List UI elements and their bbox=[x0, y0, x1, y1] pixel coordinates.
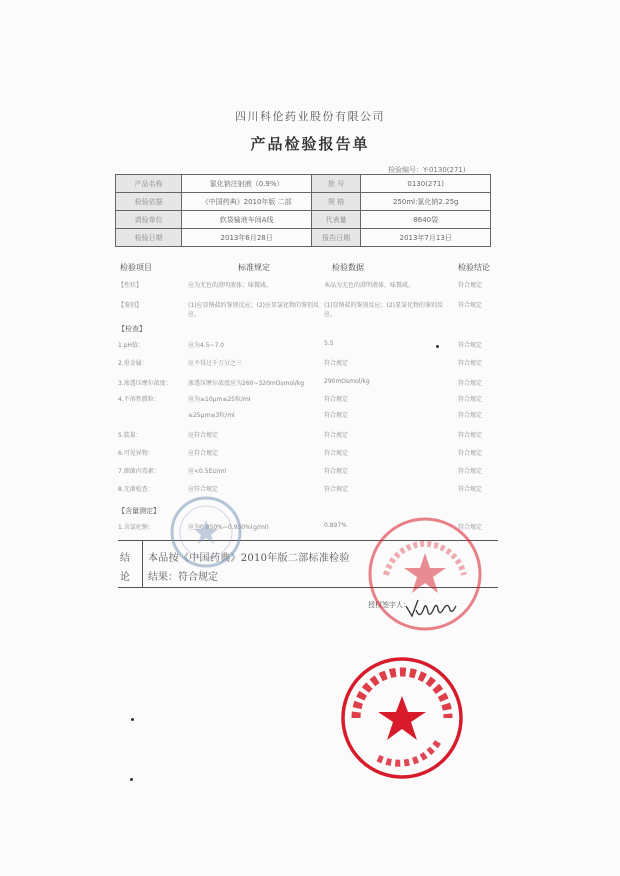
conclusion-label-1: 结 bbox=[120, 553, 130, 564]
test-result: 符合规定 bbox=[458, 282, 483, 289]
info-label: 请验单位 bbox=[116, 211, 182, 229]
test-item: 【鉴别】 bbox=[118, 302, 143, 309]
test-standard: 应为0.850%~0.950%(g/ml) bbox=[188, 524, 269, 531]
report-title: 产品检验报告单 bbox=[250, 135, 370, 153]
pharmacy-stamp-bottom bbox=[338, 654, 466, 782]
test-standard: 应为无色的澄明液体；味微咸。 bbox=[188, 282, 273, 289]
test-row bbox=[118, 448, 498, 468]
test-item: 2.重金属： bbox=[118, 360, 148, 367]
column-header-standard: 标准规定 bbox=[238, 263, 270, 272]
test-item: 1.含氯化钠： bbox=[118, 524, 154, 531]
section-check: 【检查】 bbox=[118, 325, 146, 333]
test-standard: 应<0.5EU/ml bbox=[188, 468, 227, 475]
speck bbox=[130, 778, 133, 781]
test-standard: 应符合规定 bbox=[188, 432, 219, 439]
approver-label: 授权签字人： bbox=[368, 601, 410, 609]
info-label: 规 格 bbox=[311, 193, 361, 211]
test-standard: 应为4.5~7.0 bbox=[188, 342, 225, 349]
test-row bbox=[118, 358, 498, 378]
inspection-stamp-left bbox=[168, 494, 244, 570]
test-item: 4.不溶性微粒： bbox=[118, 396, 160, 403]
column-header-conclusion: 检验结论 bbox=[458, 263, 490, 272]
report-number: 检验编号：Y-0130(271) bbox=[388, 166, 466, 174]
company-stamp-right bbox=[366, 515, 484, 633]
test-data: 符合规定 bbox=[324, 360, 349, 367]
product-info-table bbox=[115, 174, 491, 247]
company-name: 四川科伦药业股份有限公司 bbox=[235, 110, 385, 123]
test-standard: (1)应显钠盐的鉴别反应；(2)应显氯化物的鉴别反应。 bbox=[188, 302, 319, 318]
test-standard: 渗透压摩尔浓度应为260~320mOsmol/kg bbox=[188, 380, 305, 387]
test-data: 符合规定 bbox=[324, 450, 349, 457]
test-item: 6.可见异物： bbox=[118, 450, 154, 457]
column-header-data: 检验数据 bbox=[332, 263, 364, 272]
test-result: 符合规定 bbox=[458, 380, 483, 387]
test-item: 8.无菌检查： bbox=[118, 486, 154, 493]
info-label: 代表量 bbox=[311, 211, 361, 229]
test-result: 符合规定 bbox=[458, 432, 483, 439]
info-label: 检验日期 bbox=[116, 229, 182, 247]
conclusion-divider bbox=[142, 541, 143, 587]
test-result: 符合规定 bbox=[458, 360, 483, 367]
test-row bbox=[118, 280, 498, 300]
test-row bbox=[118, 430, 498, 450]
test-standard: 应符合规定 bbox=[188, 450, 219, 457]
info-value: 《中国药典》2010年版 二部 bbox=[182, 193, 312, 211]
test-result: 符合规定 bbox=[458, 342, 483, 349]
test-data: (1)显钠盐的鉴别反应；(2)显氯化物的鉴别反应。 bbox=[324, 302, 443, 318]
test-item: 3.渗透压摩尔浓度： bbox=[118, 380, 172, 387]
test-data: 符合规定 bbox=[324, 486, 349, 493]
test-data: 290mOsmol/kg bbox=[324, 378, 370, 385]
test-standard: ≥25μm≤3粒/ml bbox=[188, 412, 235, 419]
info-label: 检验依据 bbox=[116, 193, 182, 211]
test-row bbox=[118, 410, 498, 430]
test-item: 【性状】 bbox=[118, 282, 143, 289]
info-value: 8640袋 bbox=[361, 211, 491, 229]
test-result: 符合规定 bbox=[458, 468, 483, 475]
info-row bbox=[116, 229, 491, 247]
test-result: 符合规定 bbox=[458, 486, 483, 493]
info-value: 2013年6月28日 bbox=[182, 229, 312, 247]
test-result: 符合规定 bbox=[458, 396, 483, 403]
info-value: 250ml:氯化钠2.25g bbox=[361, 193, 491, 211]
info-label: 报告日期 bbox=[311, 229, 361, 247]
info-row bbox=[116, 211, 491, 229]
test-item: 1.pH值： bbox=[118, 342, 145, 349]
conclusion-label-2: 论 bbox=[120, 572, 130, 583]
info-row bbox=[116, 175, 491, 193]
info-label: 产品名称 bbox=[116, 175, 182, 193]
test-data: 符合规定 bbox=[324, 412, 349, 419]
test-result: 符合规定 bbox=[458, 524, 483, 531]
test-standard: 应不得过千万分之三 bbox=[188, 360, 243, 367]
conclusion-text: 本品按《中国药典》2010年版二部标准检验 bbox=[148, 553, 350, 564]
test-row bbox=[118, 466, 498, 486]
test-standard: 应符合规定 bbox=[188, 486, 219, 493]
info-value: 氯化钠注射液（0.9%） bbox=[182, 175, 312, 193]
info-label: 批 号 bbox=[311, 175, 361, 193]
test-row bbox=[118, 300, 498, 320]
test-result: 符合规定 bbox=[458, 412, 483, 419]
test-data: 符合规定 bbox=[324, 468, 349, 475]
test-result: 符合规定 bbox=[458, 302, 483, 309]
conclusion-result: 结果：符合规定 bbox=[148, 572, 218, 583]
test-data: 0.897% bbox=[324, 522, 347, 529]
column-header-item: 检验项目 bbox=[120, 263, 152, 272]
speck bbox=[436, 345, 439, 348]
info-value: 软袋输液车间A线 bbox=[182, 211, 312, 229]
info-value: 0130(271) bbox=[361, 175, 491, 193]
info-value: 2013年7月13日 bbox=[361, 229, 491, 247]
test-data: 符合规定 bbox=[324, 432, 349, 439]
test-data: 本品为无色的澄明液体，味微咸。 bbox=[324, 282, 415, 289]
test-row bbox=[118, 340, 498, 360]
test-standard: 应为≥10μm≤25粒/ml bbox=[188, 396, 251, 403]
test-item: 5.装量： bbox=[118, 432, 142, 439]
test-data: 符合规定 bbox=[324, 396, 349, 403]
test-result: 符合规定 bbox=[458, 450, 483, 457]
section-assay: 【含量测定】 bbox=[118, 507, 160, 515]
test-data: 5.5 bbox=[324, 340, 334, 347]
test-item: 7.细菌内毒素： bbox=[118, 468, 160, 475]
info-row bbox=[116, 193, 491, 211]
speck bbox=[131, 718, 134, 721]
